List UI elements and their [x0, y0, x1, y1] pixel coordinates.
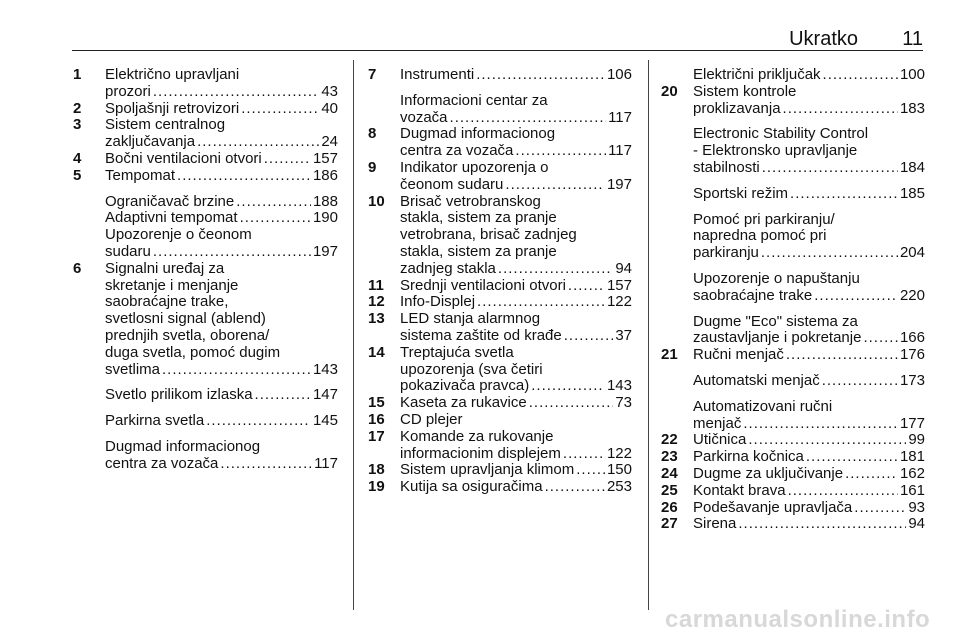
dot-leader: [531, 378, 605, 395]
dot-leader: [177, 168, 311, 185]
entry-text: centra za vozača: [400, 142, 514, 160]
dot-leader: [854, 500, 906, 517]
entry-text: Električno upravljani: [105, 66, 240, 83]
index-entry: [661, 186, 925, 203]
index-entry: [73, 117, 338, 151]
entry-number: 21: [661, 346, 678, 364]
entry-text: svetlosni signal (ablend): [105, 310, 266, 328]
dot-leader: [563, 446, 605, 463]
entry-number: 20: [661, 82, 678, 100]
entry-text: Sportski režim: [693, 184, 789, 202]
entry-text: Signalni uređaj za: [105, 259, 225, 277]
entry-text: Ograničavač brzine: [105, 192, 235, 210]
index-entry: [661, 483, 925, 500]
entry-text: parkiranju: [693, 244, 759, 262]
page-reference: 122: [606, 444, 632, 462]
entry-text: vetrobrana, brisač zadnjeg: [400, 226, 577, 244]
entry-text: skretanje i menjanje: [105, 276, 239, 294]
dot-leader: [197, 134, 319, 151]
entry-number: 12: [368, 293, 385, 311]
index-entry: [368, 479, 632, 496]
dot-leader: [738, 516, 906, 533]
index-entry: [661, 84, 925, 118]
page-reference: 162: [899, 464, 925, 482]
column-divider: [353, 60, 354, 610]
entry-text: Electronic Stability Control: [693, 125, 869, 143]
page-reference: 181: [899, 448, 925, 466]
page-reference: 147: [312, 386, 338, 404]
entry-text: CD plejer: [400, 410, 463, 428]
entry-text: Sistem centralnog: [105, 116, 226, 134]
entry-text: Kontakt brava: [693, 481, 786, 499]
index-entry: [368, 194, 632, 278]
page-reference: 253: [606, 478, 632, 496]
index-entry: [661, 67, 925, 84]
index-entry: [661, 271, 925, 305]
entry-text: Svetlo prilikom izlaska: [105, 386, 253, 404]
dot-leader: [450, 110, 607, 127]
dot-leader: [564, 328, 614, 345]
index-entry: [73, 387, 338, 404]
dot-leader: [845, 466, 898, 483]
index-entry: [661, 432, 925, 449]
page-reference: 106: [606, 66, 632, 83]
page-reference: 100: [899, 66, 925, 83]
entry-number: 15: [368, 394, 385, 412]
dot-leader: [761, 245, 898, 262]
dot-leader: [545, 479, 605, 496]
page-reference: 94: [615, 259, 632, 277]
index-entry: [368, 395, 632, 412]
entry-text: Sistem upravljanja klimom: [400, 461, 575, 479]
entry-text: Upozorenje o čeonom: [105, 226, 252, 244]
dot-leader: [568, 278, 605, 295]
section-title: Ukratko: [789, 28, 858, 50]
index-entry: [368, 412, 632, 429]
column-divider: [648, 60, 649, 610]
page-reference: 190: [312, 209, 338, 227]
page-reference: 122: [606, 293, 632, 311]
entry-text: centra za vozača: [105, 454, 219, 472]
page-reference: 99: [908, 431, 925, 449]
entry-text: Brisač vetrobranskog: [400, 192, 541, 210]
index-entry: [73, 67, 338, 101]
page-number: 11: [902, 28, 923, 50]
index-column-1: [73, 67, 338, 473]
index-column-2: [368, 67, 632, 496]
entry-text: Dugmad informacionog: [400, 125, 556, 143]
index-entry: [73, 151, 338, 168]
entry-text: Dugme za uključivanje: [693, 464, 844, 482]
index-entry: [368, 462, 632, 479]
index-entry: [368, 278, 632, 295]
entry-text: sistema zaštite od krađe: [400, 326, 562, 344]
page-reference: 176: [899, 346, 925, 364]
entry-number: 13: [368, 310, 385, 328]
entry-number: 27: [661, 515, 678, 533]
entry-text: sudaru: [105, 242, 151, 260]
dot-leader: [220, 456, 312, 473]
index-entry: [661, 466, 925, 483]
entry-text: LED stanja alarmnog: [400, 310, 541, 328]
entry-text: Podešavanje upravljača: [693, 498, 853, 516]
dot-leader: [206, 413, 311, 430]
entry-text: - Elektronsko upravljanje: [693, 142, 858, 160]
entry-number: 3: [73, 116, 82, 134]
entry-text: Upozorenje o napuštanju: [693, 269, 860, 287]
entry-text: Sistem kontrole: [693, 82, 797, 100]
entry-text: stakla, sistem za pranje: [400, 209, 557, 227]
dot-leader: [255, 387, 311, 404]
entry-number: 4: [73, 149, 82, 167]
entry-number: 11: [368, 276, 384, 294]
page-reference: 117: [608, 142, 632, 160]
page-reference: 185: [899, 184, 925, 202]
dot-leader: [743, 416, 898, 433]
page-reference: 197: [312, 242, 338, 260]
page-reference: 24: [321, 133, 338, 151]
dot-leader: [814, 288, 898, 305]
entry-text: Ručni menjač: [693, 346, 784, 364]
dot-leader: [477, 294, 605, 311]
index-entry: [661, 449, 925, 466]
entry-text: Indikator upozorenja o: [400, 158, 549, 176]
page-reference: 177: [899, 414, 925, 432]
page-reference: 184: [899, 158, 925, 176]
entry-text: Parkirna kočnica: [693, 448, 804, 466]
dot-leader: [153, 244, 311, 261]
index-entry: [73, 194, 338, 211]
entry-text: upozorenja (sva četiri: [400, 360, 543, 378]
entry-number: 9: [368, 158, 377, 176]
entry-number: 22: [661, 431, 678, 449]
entry-text: Komande za rukovanje: [400, 427, 554, 445]
entry-text: prozori: [105, 82, 151, 100]
index-entry: [73, 101, 338, 118]
entry-text: Bočni ventilacioni otvori: [105, 149, 262, 167]
entry-number: 23: [661, 448, 678, 466]
index-entry: [368, 294, 632, 311]
entry-text: Instrumenti: [400, 66, 475, 83]
entry-number: 14: [368, 343, 385, 361]
dot-leader: [153, 84, 319, 101]
page-reference: 143: [606, 377, 632, 395]
entry-text: Automatizovani ručni: [693, 397, 833, 415]
index-column-3: [661, 67, 925, 533]
entry-text: Spoljašnji retrovizori: [105, 99, 240, 117]
entry-text: Pomoć pri parkiranju/: [693, 210, 835, 228]
entry-text: Treptajuća svetla: [400, 343, 514, 361]
index-entry: [368, 93, 632, 127]
entry-text: saobraćajne trake,: [105, 293, 229, 311]
dot-leader: [240, 210, 311, 227]
dot-leader: [822, 373, 898, 390]
entry-text: Informacioni centar za: [400, 91, 548, 109]
dot-leader: [823, 67, 898, 84]
page-reference: 150: [606, 461, 632, 479]
watermark: carmanualsonline.info: [665, 606, 931, 633]
index-entry: [368, 429, 632, 463]
entry-number: 7: [368, 66, 377, 83]
dot-leader: [241, 101, 319, 118]
entry-text: Sirena: [693, 515, 737, 533]
entry-text: Kutija sa osiguračima: [400, 478, 543, 496]
page-reference: 161: [899, 481, 925, 499]
entry-text: Dugme "Eco" sistema za: [693, 312, 858, 330]
dot-leader: [762, 160, 898, 177]
dot-leader: [505, 177, 605, 194]
page-reference: 145: [312, 412, 338, 430]
index-entry: [661, 126, 925, 176]
dot-leader: [515, 143, 606, 160]
dot-leader: [786, 347, 898, 364]
dot-leader: [576, 462, 605, 479]
entry-number: 16: [368, 410, 385, 428]
dot-leader: [748, 432, 906, 449]
entry-text: svetlima: [105, 360, 161, 378]
index-entry: [73, 227, 338, 261]
page-reference: 117: [314, 454, 338, 472]
page-reference: 73: [615, 394, 632, 412]
entry-text: zadnjeg stakla: [400, 259, 496, 277]
page-reference: 220: [899, 286, 925, 304]
index-entry: [661, 516, 925, 533]
entry-text: čeonom sudaru: [400, 175, 504, 193]
page-reference: 43: [321, 82, 338, 100]
entry-text: napredna pomoć pri: [693, 227, 827, 245]
entry-number: 24: [661, 464, 678, 482]
entry-number: 25: [661, 481, 678, 499]
entry-text: zaključavanja: [105, 133, 196, 151]
dot-leader: [863, 330, 898, 347]
entry-number: 8: [368, 125, 377, 143]
page-reference: 157: [312, 149, 338, 167]
entry-text: prednjih svetla, oborena/: [105, 326, 270, 344]
entry-number: 1: [73, 66, 82, 83]
index-entry: [661, 314, 925, 348]
page-reference: 188: [312, 192, 338, 210]
index-entry: [73, 439, 338, 473]
entry-text: zaustavljanje i pokretanje: [693, 329, 862, 347]
index-entry: [661, 212, 925, 262]
index-entry: [661, 399, 925, 433]
dot-leader: [236, 194, 311, 211]
index-entry: [661, 373, 925, 390]
dot-leader: [498, 261, 613, 278]
entry-text: Adaptivni tempomat: [105, 209, 238, 227]
entry-text: vozača: [400, 108, 448, 126]
dot-leader: [806, 449, 898, 466]
entry-text: Srednji ventilacioni otvori: [400, 276, 566, 294]
dot-leader: [783, 101, 898, 118]
index-entry: [368, 126, 632, 160]
entry-number: 19: [368, 478, 385, 496]
header-rule: [72, 50, 923, 51]
index-entry: [661, 347, 925, 364]
dot-leader: [790, 186, 898, 203]
entry-number: 6: [73, 259, 82, 277]
entry-text: Automatski menjač: [693, 371, 820, 389]
entry-number: 17: [368, 427, 385, 445]
entry-text: Električni priključak: [693, 66, 821, 83]
entry-number: 18: [368, 461, 385, 479]
entry-text: Kaseta za rukavice: [400, 394, 527, 412]
entry-number: 26: [661, 498, 678, 516]
entry-text: proklizavanja: [693, 99, 781, 117]
page-reference: 93: [908, 498, 925, 516]
page-reference: 173: [899, 371, 925, 389]
page-reference: 117: [608, 108, 632, 126]
entry-text: stabilnosti: [693, 158, 760, 176]
page-reference: 143: [312, 360, 338, 378]
index-entry: [368, 345, 632, 395]
entry-number: 10: [368, 192, 385, 210]
index-entry: [73, 413, 338, 430]
page-reference: 94: [908, 515, 925, 533]
entry-text: Tempomat: [105, 166, 176, 184]
entry-text: pokazivača pravca): [400, 377, 530, 395]
entry-number: 2: [73, 99, 82, 117]
entry-text: Info-Displej: [400, 293, 476, 311]
entry-text: duga svetla, pomoć dugim: [105, 343, 281, 361]
dot-leader: [162, 362, 311, 379]
index-entry: [73, 261, 338, 379]
entry-text: informacionim displejem: [400, 444, 561, 462]
entry-text: stakla, sistem za pranje: [400, 242, 557, 260]
page-reference: 197: [606, 175, 632, 193]
page-reference: 157: [606, 276, 632, 294]
page-reference: 37: [615, 326, 632, 344]
index-entry: [368, 160, 632, 194]
dot-leader: [529, 395, 614, 412]
page-reference: 183: [899, 99, 925, 117]
index-entry: [73, 168, 338, 185]
entry-number: 5: [73, 166, 82, 184]
page-reference: 204: [899, 244, 925, 262]
index-entry: [368, 67, 632, 84]
dot-leader: [788, 483, 898, 500]
index-entry: [368, 311, 632, 345]
index-entry: [73, 210, 338, 227]
page-reference: 186: [312, 166, 338, 184]
dot-leader: [476, 67, 605, 84]
entry-text: Parkirna svetla: [105, 412, 205, 430]
index-entry: [661, 500, 925, 517]
entry-text: saobraćajne trake: [693, 286, 813, 304]
entry-text: menjač: [693, 414, 742, 432]
dot-leader: [264, 151, 311, 168]
page-reference: 40: [321, 99, 338, 117]
page-reference: 166: [899, 329, 925, 347]
entry-text: Dugmad informacionog: [105, 437, 261, 455]
entry-text: Utičnica: [693, 431, 747, 449]
